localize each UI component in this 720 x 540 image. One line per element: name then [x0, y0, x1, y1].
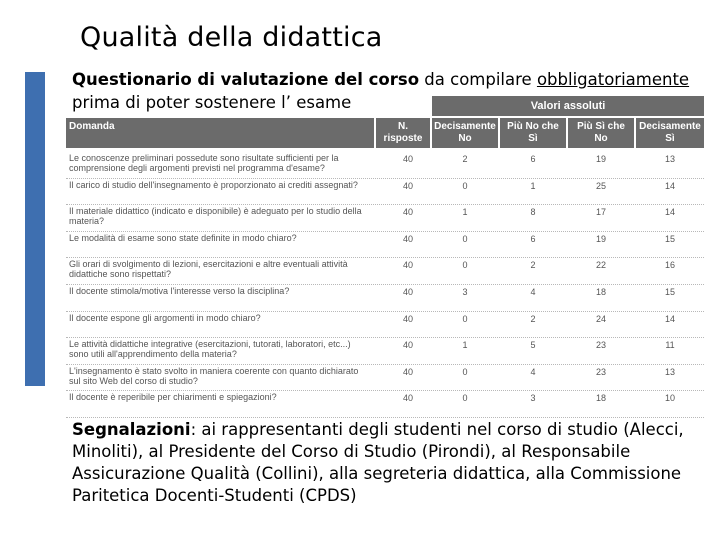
cell-c: 19 — [595, 154, 606, 164]
subtitle-bold: Questionario di valutazione del corso — [72, 70, 420, 89]
question-text: Il carico di studio dell'insegnamento è proporzionato ai crediti assegnati? — [69, 179, 358, 190]
cell-n: 40 — [402, 366, 413, 377]
cell-c: 18 — [595, 286, 606, 297]
table-body — [66, 152, 704, 418]
cell-a: 1 — [462, 340, 468, 351]
header-domanda: Domanda — [66, 118, 374, 148]
table-row — [66, 205, 704, 232]
cell-a: 0 — [462, 233, 468, 244]
cell-b: 5 — [530, 340, 536, 351]
question-text: Le modalità di esame sono state definite in modo chiaro? — [69, 232, 297, 243]
cell-a: 1 — [462, 207, 468, 218]
cell-c: 22 — [595, 260, 606, 271]
header-piu-no-che-si: Più No che Sì — [500, 118, 566, 148]
cell-a: 0 — [462, 313, 468, 324]
question-text: Il docente stimola/motiva l'interesse verso la disciplina? — [69, 285, 290, 296]
cell-a: 2 — [462, 154, 468, 164]
cell-a: 0 — [462, 393, 468, 404]
subtitle-rest: prima di poter sostenere l’ esame — [72, 93, 352, 112]
signals-label: Segnalazioni — [72, 420, 191, 439]
table-row — [66, 391, 704, 418]
cell-c: 18 — [595, 393, 606, 404]
question-text: Le conoscenze preliminari possedute sono risultate sufficienti per la comprensione degli argomenti previsti nel programma d'esame? — [69, 153, 339, 173]
cell-b: 6 — [530, 154, 536, 164]
cell-n: 40 — [402, 313, 413, 324]
cell-d: 13 — [664, 154, 675, 164]
header-n-risposte: N. risposte — [376, 118, 430, 148]
cell-d: 14 — [664, 207, 675, 218]
group-header-valori-assoluti: Valori assoluti — [432, 96, 704, 116]
cell-n: 40 — [402, 233, 413, 244]
cell-d: 15 — [664, 286, 675, 297]
signals-text: : ai rappresentanti degli studenti nel corso di studio (Alecci, Minoliti), al Presidente del Corso di Studio (Pirondi), al Responsabile Assicurazione Qualità (Collini), alla segreteria didattica, alla Commissione Paritetica Docenti-Studenti (CPDS) — [72, 420, 684, 505]
cell-d: 15 — [664, 233, 675, 244]
question-text: Gli orari di svolgimento di lezioni, esercitazioni e altre eventuali attività didattiche sono rispettati? — [69, 259, 348, 280]
subtitle-mid: da compilare — [419, 70, 537, 89]
cell-a: 0 — [462, 366, 468, 377]
cell-c: 23 — [595, 366, 606, 377]
question-text: Il materiale didattico (indicato e disponibile) è adeguato per lo studio della materia? — [69, 206, 362, 227]
cell-n: 40 — [402, 340, 413, 351]
cell-c: 19 — [595, 233, 606, 244]
cell-d: 14 — [664, 180, 675, 191]
cell-b: 2 — [530, 313, 536, 324]
signals-paragraph — [72, 419, 702, 507]
table-row — [66, 258, 704, 285]
cell-n: 40 — [402, 286, 413, 297]
table-row — [66, 365, 704, 392]
cell-n: 40 — [402, 260, 413, 271]
cell-c: 23 — [595, 340, 606, 351]
cell-b: 1 — [530, 180, 536, 191]
cell-d: 13 — [664, 366, 675, 377]
table-row — [66, 285, 704, 312]
cell-b: 8 — [530, 207, 536, 218]
question-text: Il docente espone gli argomenti in modo chiaro? — [69, 312, 261, 323]
table-row — [66, 338, 704, 365]
question-text: Le attività didattiche integrative (esercitazioni, tutorati, laboratori, etc...) sono utili all'apprendimento della materia? — [69, 339, 351, 360]
header-decisamente-si: Decisamente Sì — [636, 118, 704, 148]
cell-d: 16 — [664, 260, 675, 271]
table-row — [66, 152, 704, 179]
cell-n: 40 — [402, 180, 413, 191]
cell-a: 0 — [462, 180, 468, 191]
evaluation-table — [66, 96, 706, 412]
question-text: L'insegnamento è stato svolto in maniera coerente con quanto dichiarato sul sito Web del corso di studio? — [69, 365, 359, 386]
table-header-row — [66, 118, 704, 148]
cell-b: 4 — [530, 286, 536, 297]
header-piu-si-che-no: Più Sì che No — [568, 118, 634, 148]
cell-n: 40 — [402, 154, 413, 164]
cell-n: 40 — [402, 207, 413, 218]
question-text: Il docente è reperibile per chiarimenti e spiegazioni? — [69, 392, 277, 403]
cell-c: 24 — [595, 313, 606, 324]
slide-title: Qualità della didattica — [80, 22, 383, 53]
header-decisamente-no: Decisamente No — [432, 118, 498, 148]
cell-c: 25 — [595, 180, 606, 191]
table-row — [66, 179, 704, 206]
cell-d: 14 — [664, 313, 675, 324]
cell-d: 11 — [665, 340, 675, 351]
cell-n: 40 — [402, 393, 413, 404]
cell-b: 4 — [530, 366, 536, 377]
subtitle-underlined: obbligatoriamente — [536, 70, 690, 89]
cell-b: 2 — [530, 260, 536, 271]
cell-b: 6 — [530, 233, 536, 244]
table-row — [66, 312, 704, 339]
cell-a: 3 — [462, 286, 468, 297]
cell-a: 0 — [462, 260, 468, 271]
cell-d: 10 — [664, 393, 675, 404]
cell-b: 3 — [530, 393, 536, 404]
cell-c: 17 — [595, 207, 606, 218]
accent-bar — [25, 72, 45, 386]
table-row — [66, 232, 704, 259]
